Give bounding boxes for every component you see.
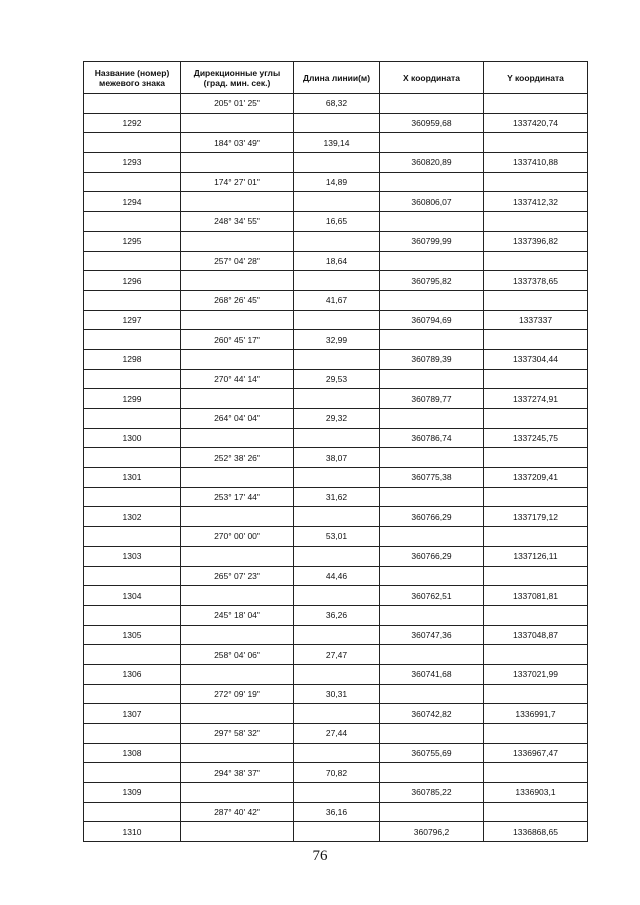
cell-bearing-angle: 205° 01' 25" [181, 94, 294, 114]
cell-x-coordinate [380, 802, 484, 822]
cell-y-coordinate: 1337245,75 [484, 428, 588, 448]
cell-y-coordinate [484, 409, 588, 429]
cell-mark-name [84, 763, 181, 783]
cell-bearing-angle [181, 428, 294, 448]
table-row [84, 802, 588, 822]
cell-x-coordinate [380, 763, 484, 783]
cell-y-coordinate: 1337179,12 [484, 507, 588, 527]
cell-line-length: 32,99 [294, 330, 380, 350]
table-row [84, 684, 588, 704]
cell-mark-name: 1307 [84, 704, 181, 724]
cell-line-length [294, 507, 380, 527]
table-row [84, 743, 588, 763]
cell-x-coordinate: 360799,99 [380, 231, 484, 251]
cell-bearing-angle [181, 192, 294, 212]
cell-line-length [294, 664, 380, 684]
cell-bearing-angle: 270° 44' 14" [181, 369, 294, 389]
cell-y-coordinate [484, 212, 588, 232]
cell-x-coordinate: 360789,39 [380, 349, 484, 369]
cell-y-coordinate: 1337209,41 [484, 468, 588, 488]
cell-line-length: 44,46 [294, 566, 380, 586]
cell-line-length: 36,26 [294, 605, 380, 625]
cell-bearing-angle: 265° 07' 23" [181, 566, 294, 586]
cell-y-coordinate: 1337126,11 [484, 546, 588, 566]
cell-mark-name [84, 527, 181, 547]
cell-x-coordinate [380, 487, 484, 507]
cell-line-length: 41,67 [294, 290, 380, 310]
cell-bearing-angle: 287° 40' 42" [181, 802, 294, 822]
cell-x-coordinate [380, 172, 484, 192]
cell-line-length: 14,89 [294, 172, 380, 192]
cell-line-length: 16,65 [294, 212, 380, 232]
cell-line-length: 139,14 [294, 133, 380, 153]
cell-line-length [294, 822, 380, 842]
cell-x-coordinate [380, 566, 484, 586]
cell-x-coordinate [380, 605, 484, 625]
cell-y-coordinate [484, 290, 588, 310]
cell-x-coordinate: 360775,38 [380, 468, 484, 488]
table-row [84, 664, 588, 684]
table-row [84, 290, 588, 310]
cell-x-coordinate [380, 724, 484, 744]
cell-y-coordinate: 1337337 [484, 310, 588, 330]
cell-x-coordinate [380, 94, 484, 114]
cell-bearing-angle [181, 231, 294, 251]
table-row [84, 527, 588, 547]
table-row [84, 822, 588, 842]
cell-y-coordinate: 1336991,7 [484, 704, 588, 724]
cell-line-length: 18,64 [294, 251, 380, 271]
cell-y-coordinate [484, 487, 588, 507]
cell-x-coordinate: 360747,36 [380, 625, 484, 645]
cell-line-length: 27,47 [294, 645, 380, 665]
table-header-row [84, 62, 588, 94]
cell-y-coordinate [484, 802, 588, 822]
cell-y-coordinate [484, 330, 588, 350]
cell-mark-name [84, 290, 181, 310]
cell-mark-name: 1309 [84, 783, 181, 803]
table-row [84, 192, 588, 212]
cell-mark-name: 1295 [84, 231, 181, 251]
table-row [84, 330, 588, 350]
cell-line-length: 53,01 [294, 527, 380, 547]
cell-bearing-angle: 258° 04' 06" [181, 645, 294, 665]
cell-y-coordinate [484, 448, 588, 468]
cell-line-length [294, 113, 380, 133]
cell-bearing-angle [181, 113, 294, 133]
header-line-length: Длина линии(м) [294, 62, 380, 94]
table-row [84, 94, 588, 114]
cell-y-coordinate: 1336967,47 [484, 743, 588, 763]
cell-y-coordinate [484, 133, 588, 153]
cell-y-coordinate [484, 763, 588, 783]
table-row [84, 349, 588, 369]
cell-bearing-angle [181, 468, 294, 488]
table-row [84, 546, 588, 566]
cell-y-coordinate [484, 527, 588, 547]
cell-mark-name: 1298 [84, 349, 181, 369]
cell-line-length [294, 428, 380, 448]
cell-y-coordinate: 1337396,82 [484, 231, 588, 251]
table-row [84, 448, 588, 468]
cell-bearing-angle [181, 783, 294, 803]
cell-line-length: 30,31 [294, 684, 380, 704]
cell-x-coordinate [380, 212, 484, 232]
table-row [84, 605, 588, 625]
cell-mark-name [84, 409, 181, 429]
cell-line-length: 38,07 [294, 448, 380, 468]
cell-bearing-angle [181, 310, 294, 330]
cell-mark-name [84, 566, 181, 586]
cell-mark-name [84, 251, 181, 271]
cell-x-coordinate: 360755,69 [380, 743, 484, 763]
table-row [84, 133, 588, 153]
cell-y-coordinate: 1337378,65 [484, 271, 588, 291]
cell-line-length [294, 310, 380, 330]
cell-mark-name: 1296 [84, 271, 181, 291]
cell-x-coordinate [380, 448, 484, 468]
cell-x-coordinate: 360794,69 [380, 310, 484, 330]
table-row [84, 271, 588, 291]
cell-bearing-angle: 252° 38' 26" [181, 448, 294, 468]
cell-mark-name: 1306 [84, 664, 181, 684]
cell-mark-name [84, 724, 181, 744]
cell-y-coordinate [484, 605, 588, 625]
cell-mark-name: 1310 [84, 822, 181, 842]
cell-line-length [294, 743, 380, 763]
table-row [84, 310, 588, 330]
cell-mark-name: 1293 [84, 153, 181, 173]
cell-x-coordinate: 360742,82 [380, 704, 484, 724]
cell-y-coordinate: 1337048,87 [484, 625, 588, 645]
cell-line-length [294, 625, 380, 645]
cell-y-coordinate: 1336868,65 [484, 822, 588, 842]
cell-x-coordinate: 360766,29 [380, 546, 484, 566]
cell-bearing-angle [181, 625, 294, 645]
cell-bearing-angle [181, 822, 294, 842]
cell-bearing-angle [181, 664, 294, 684]
cell-y-coordinate [484, 724, 588, 744]
cell-y-coordinate [484, 684, 588, 704]
cell-bearing-angle: 272° 09' 19" [181, 684, 294, 704]
page-number: 76 [312, 848, 328, 864]
cell-mark-name [84, 212, 181, 232]
cell-mark-name [84, 369, 181, 389]
cell-y-coordinate: 1337412,32 [484, 192, 588, 212]
table-row [84, 487, 588, 507]
cell-bearing-angle: 294° 38' 37" [181, 763, 294, 783]
cell-y-coordinate [484, 251, 588, 271]
cell-y-coordinate: 1337021,99 [484, 664, 588, 684]
cell-y-coordinate [484, 645, 588, 665]
cell-mark-name: 1302 [84, 507, 181, 527]
cell-mark-name: 1297 [84, 310, 181, 330]
cell-x-coordinate: 360789,77 [380, 389, 484, 409]
table-row [84, 212, 588, 232]
cell-line-length [294, 349, 380, 369]
cell-y-coordinate [484, 369, 588, 389]
cell-line-length [294, 192, 380, 212]
cell-line-length [294, 271, 380, 291]
cell-bearing-angle [181, 349, 294, 369]
cell-y-coordinate: 1337410,88 [484, 153, 588, 173]
table-body [84, 94, 588, 842]
table-row [84, 231, 588, 251]
cell-bearing-angle [181, 389, 294, 409]
header-y-coordinate: Y координата [484, 62, 588, 94]
cell-bearing-angle: 184° 03' 49" [181, 133, 294, 153]
cell-x-coordinate [380, 290, 484, 310]
cell-mark-name [84, 684, 181, 704]
cell-mark-name [84, 330, 181, 350]
header-mark-name: Название (номер) межевого знака [84, 62, 181, 94]
table-row [84, 763, 588, 783]
cell-mark-name [84, 448, 181, 468]
cell-bearing-angle: 245° 18' 04" [181, 605, 294, 625]
cell-line-length [294, 389, 380, 409]
table-row [84, 625, 588, 645]
cell-x-coordinate [380, 369, 484, 389]
cell-bearing-angle [181, 743, 294, 763]
coordinates-table [83, 61, 588, 842]
table-row [84, 389, 588, 409]
cell-mark-name [84, 605, 181, 625]
cell-y-coordinate [484, 172, 588, 192]
cell-x-coordinate: 360741,68 [380, 664, 484, 684]
cell-mark-name: 1300 [84, 428, 181, 448]
cell-x-coordinate [380, 330, 484, 350]
table-row [84, 409, 588, 429]
cell-line-length [294, 783, 380, 803]
cell-bearing-angle: 174° 27' 01" [181, 172, 294, 192]
table-row [84, 468, 588, 488]
cell-bearing-angle [181, 271, 294, 291]
cell-mark-name [84, 487, 181, 507]
cell-x-coordinate: 360766,29 [380, 507, 484, 527]
table-row [84, 113, 588, 133]
cell-mark-name: 1308 [84, 743, 181, 763]
table-row [84, 251, 588, 271]
cell-bearing-angle [181, 546, 294, 566]
cell-bearing-angle: 257° 04' 28" [181, 251, 294, 271]
cell-line-length: 29,32 [294, 409, 380, 429]
table-row [84, 369, 588, 389]
cell-x-coordinate: 360806,07 [380, 192, 484, 212]
cell-mark-name: 1303 [84, 546, 181, 566]
cell-bearing-angle: 268° 26' 45" [181, 290, 294, 310]
table-row [84, 507, 588, 527]
cell-line-length: 27,44 [294, 724, 380, 744]
cell-line-length [294, 468, 380, 488]
cell-x-coordinate: 360762,51 [380, 586, 484, 606]
cell-x-coordinate: 360795,82 [380, 271, 484, 291]
cell-bearing-angle: 253° 17' 44" [181, 487, 294, 507]
cell-x-coordinate: 360959,68 [380, 113, 484, 133]
cell-y-coordinate: 1337420,74 [484, 113, 588, 133]
cell-y-coordinate [484, 94, 588, 114]
cell-x-coordinate [380, 645, 484, 665]
cell-y-coordinate: 1337081,81 [484, 586, 588, 606]
cell-mark-name [84, 94, 181, 114]
table-row [84, 153, 588, 173]
cell-y-coordinate: 1337274,91 [484, 389, 588, 409]
cell-line-length [294, 231, 380, 251]
cell-bearing-angle: 248° 34' 55" [181, 212, 294, 232]
cell-x-coordinate [380, 251, 484, 271]
cell-mark-name: 1299 [84, 389, 181, 409]
table-row [84, 172, 588, 192]
cell-line-length [294, 704, 380, 724]
cell-x-coordinate [380, 133, 484, 153]
cell-x-coordinate: 360786,74 [380, 428, 484, 448]
cell-x-coordinate [380, 527, 484, 547]
cell-line-length: 36,16 [294, 802, 380, 822]
cell-line-length: 68,32 [294, 94, 380, 114]
table-row [84, 724, 588, 744]
cell-bearing-angle [181, 507, 294, 527]
cell-mark-name: 1304 [84, 586, 181, 606]
cell-bearing-angle: 264° 04' 04" [181, 409, 294, 429]
cell-mark-name: 1305 [84, 625, 181, 645]
cell-line-length: 29,53 [294, 369, 380, 389]
cell-bearing-angle: 297° 58' 32" [181, 724, 294, 744]
cell-x-coordinate [380, 409, 484, 429]
cell-mark-name [84, 802, 181, 822]
cell-x-coordinate: 360820,89 [380, 153, 484, 173]
table-row [84, 566, 588, 586]
table-row [84, 704, 588, 724]
cell-mark-name [84, 133, 181, 153]
header-bearing-angle: Дирекционные углы (град. мин. сек.) [181, 62, 294, 94]
cell-x-coordinate [380, 684, 484, 704]
cell-mark-name [84, 645, 181, 665]
table-row [84, 586, 588, 606]
cell-line-length [294, 546, 380, 566]
cell-line-length: 31,62 [294, 487, 380, 507]
cell-bearing-angle: 260° 45' 17" [181, 330, 294, 350]
cell-x-coordinate: 360796,2 [380, 822, 484, 842]
table-row [84, 645, 588, 665]
table-row [84, 783, 588, 803]
cell-y-coordinate: 1337304,44 [484, 349, 588, 369]
cell-bearing-angle [181, 704, 294, 724]
header-x-coordinate: X координата [380, 62, 484, 94]
table-row [84, 428, 588, 448]
cell-mark-name: 1292 [84, 113, 181, 133]
cell-bearing-angle [181, 153, 294, 173]
cell-y-coordinate [484, 566, 588, 586]
cell-mark-name: 1301 [84, 468, 181, 488]
cell-bearing-angle [181, 586, 294, 606]
cell-mark-name: 1294 [84, 192, 181, 212]
cell-y-coordinate: 1336903,1 [484, 783, 588, 803]
cell-line-length: 70,82 [294, 763, 380, 783]
cell-x-coordinate: 360785,22 [380, 783, 484, 803]
cell-mark-name [84, 172, 181, 192]
cell-bearing-angle: 270° 00' 00" [181, 527, 294, 547]
cell-line-length [294, 586, 380, 606]
cell-line-length [294, 153, 380, 173]
